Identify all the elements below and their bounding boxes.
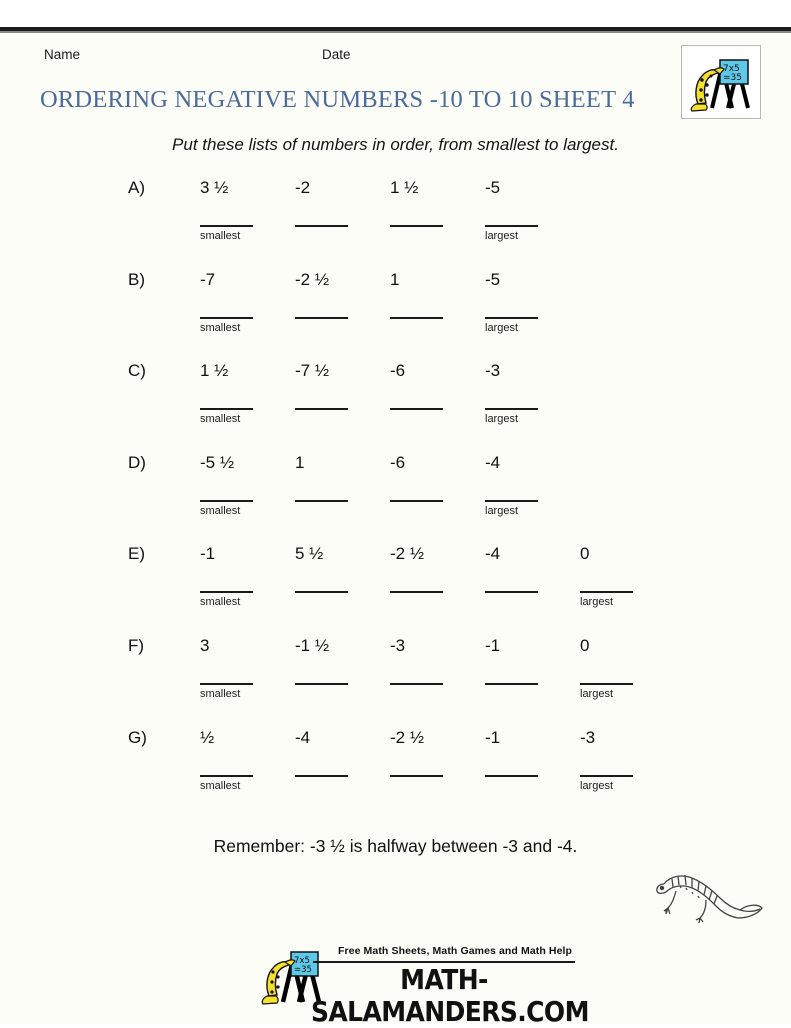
smallest-label: smallest [200,596,241,609]
problem-number: -2 ½ [390,727,425,747]
answer-blank[interactable] [390,775,443,777]
problem-number: 5 ½ [295,544,324,564]
problem-row [0,453,791,545]
problem-label: E) [128,544,145,564]
largest-label: largest [485,230,519,242]
answer-blank[interactable] [390,683,443,685]
problem-number: 1 [295,452,305,472]
problem-number: 1 ½ [390,178,419,197]
answer-blank[interactable] [200,683,253,685]
problem-row [0,728,791,820]
footer-tagline: Free Math Sheets, Math Games and Math Help [337,945,573,957]
answer-blank[interactable] [390,317,443,319]
salamander-easel-logo-icon [682,46,760,118]
answer-blank[interactable] [485,225,538,227]
problem-number: -5 [485,269,501,289]
page-top-margin [0,0,791,27]
problem-row [0,270,791,362]
problem-number: -5 ½ [200,452,235,472]
smallest-label: smallest [200,230,241,242]
largest-label: largest [580,688,614,700]
answer-blank[interactable] [295,500,348,502]
problem-number: 1 ½ [200,361,229,381]
smallest-label: smallest [200,779,241,792]
page-title: ORDERING NEGATIVE NUMBERS -10 TO 10 SHEET 4 [40,86,635,113]
answer-blank[interactable] [485,591,538,593]
smallest-label: smallest [200,504,241,517]
problem-number: -1 [200,544,216,564]
answer-blank[interactable] [200,225,253,227]
problem-number: -1 [485,727,501,747]
answer-blank[interactable] [485,775,538,777]
problem-number: -2 [295,178,311,197]
name-label: Name [44,47,81,62]
answer-blank[interactable] [200,500,253,502]
footer-brand: MATH-SALAMANDERS.COM [311,963,589,1028]
problem-number: -1 ½ [295,636,330,655]
problem-label: F) [128,636,145,655]
answer-blank[interactable] [200,408,253,410]
problem-number: -6 [390,452,406,472]
answer-blank[interactable] [295,683,348,685]
answer-blank[interactable] [580,591,633,593]
largest-label: largest [485,413,519,426]
answer-blank[interactable] [485,500,538,502]
header-logo [681,45,761,119]
smallest-label: smallest [200,413,241,426]
answer-blank[interactable] [485,408,538,410]
remember-note: Remember: -3 ½ is halfway between -3 and -4. [213,836,578,856]
smallest-label: smallest [200,321,241,334]
answer-blank[interactable] [295,775,348,777]
problem-number: -7 [200,269,216,289]
date-label: Date [322,47,351,62]
answer-blank[interactable] [295,591,348,593]
problem-number: 3 [200,636,210,655]
answer-blank[interactable] [295,225,348,227]
problem-number: -4 [295,727,311,747]
smallest-label: smallest [200,688,241,700]
footer-branding [255,930,589,1028]
problem-row [0,636,791,728]
largest-label: largest [580,596,614,609]
answer-blank[interactable] [485,317,538,319]
answer-blank[interactable] [295,317,348,319]
answer-blank[interactable] [485,683,538,685]
problem-number: -4 [485,452,501,472]
problem-number: -2 ½ [390,544,425,564]
problem-label: B) [128,269,145,289]
logo-board-line1: 7x5 [723,64,740,74]
problem-number: 0 [580,544,590,564]
problem-number: -7 ½ [295,361,330,381]
answer-blank[interactable] [200,317,253,319]
answer-blank[interactable] [200,591,253,593]
problem-number: ½ [200,727,215,747]
problem-label: C) [128,361,146,381]
problem-number: -3 [580,727,596,747]
problem-label: A) [128,178,145,197]
largest-label: largest [580,779,614,792]
footer [0,930,791,1028]
problem-row [0,361,791,453]
answer-blank[interactable] [200,775,253,777]
answer-blank[interactable] [390,591,443,593]
salamander-line-drawing-icon [646,862,766,934]
footer-logo-board-line1: 7x5 [294,956,310,966]
answer-blank[interactable] [580,775,633,777]
logo-board-line2: =35 [723,73,742,83]
problem-number: 1 [390,269,400,289]
problem-number: -1 [485,636,501,655]
problem-row [0,178,791,270]
problem-label: D) [128,452,146,472]
largest-label: largest [485,321,519,334]
footer-logo-board-line2: =35 [294,965,312,975]
problem-label: G) [128,727,147,747]
answer-blank[interactable] [390,408,443,410]
answer-blank[interactable] [390,500,443,502]
answer-blank[interactable] [580,683,633,685]
problem-number: -3 [390,636,406,655]
answer-blank[interactable] [295,408,348,410]
problem-number: 3 ½ [200,178,229,197]
problem-number: -6 [390,361,406,381]
largest-label: largest [485,504,519,517]
problem-row [0,544,791,636]
instruction-text: Put these lists of numbers in order, from smallest to largest. [172,135,619,154]
problem-number: -4 [485,544,501,564]
problem-number: 0 [580,636,590,655]
page-edge-shadow [0,31,791,33]
problem-number: -2 ½ [295,269,330,289]
problem-number: -5 [485,178,501,197]
answer-blank[interactable] [390,225,443,227]
problem-number: -3 [485,361,501,381]
